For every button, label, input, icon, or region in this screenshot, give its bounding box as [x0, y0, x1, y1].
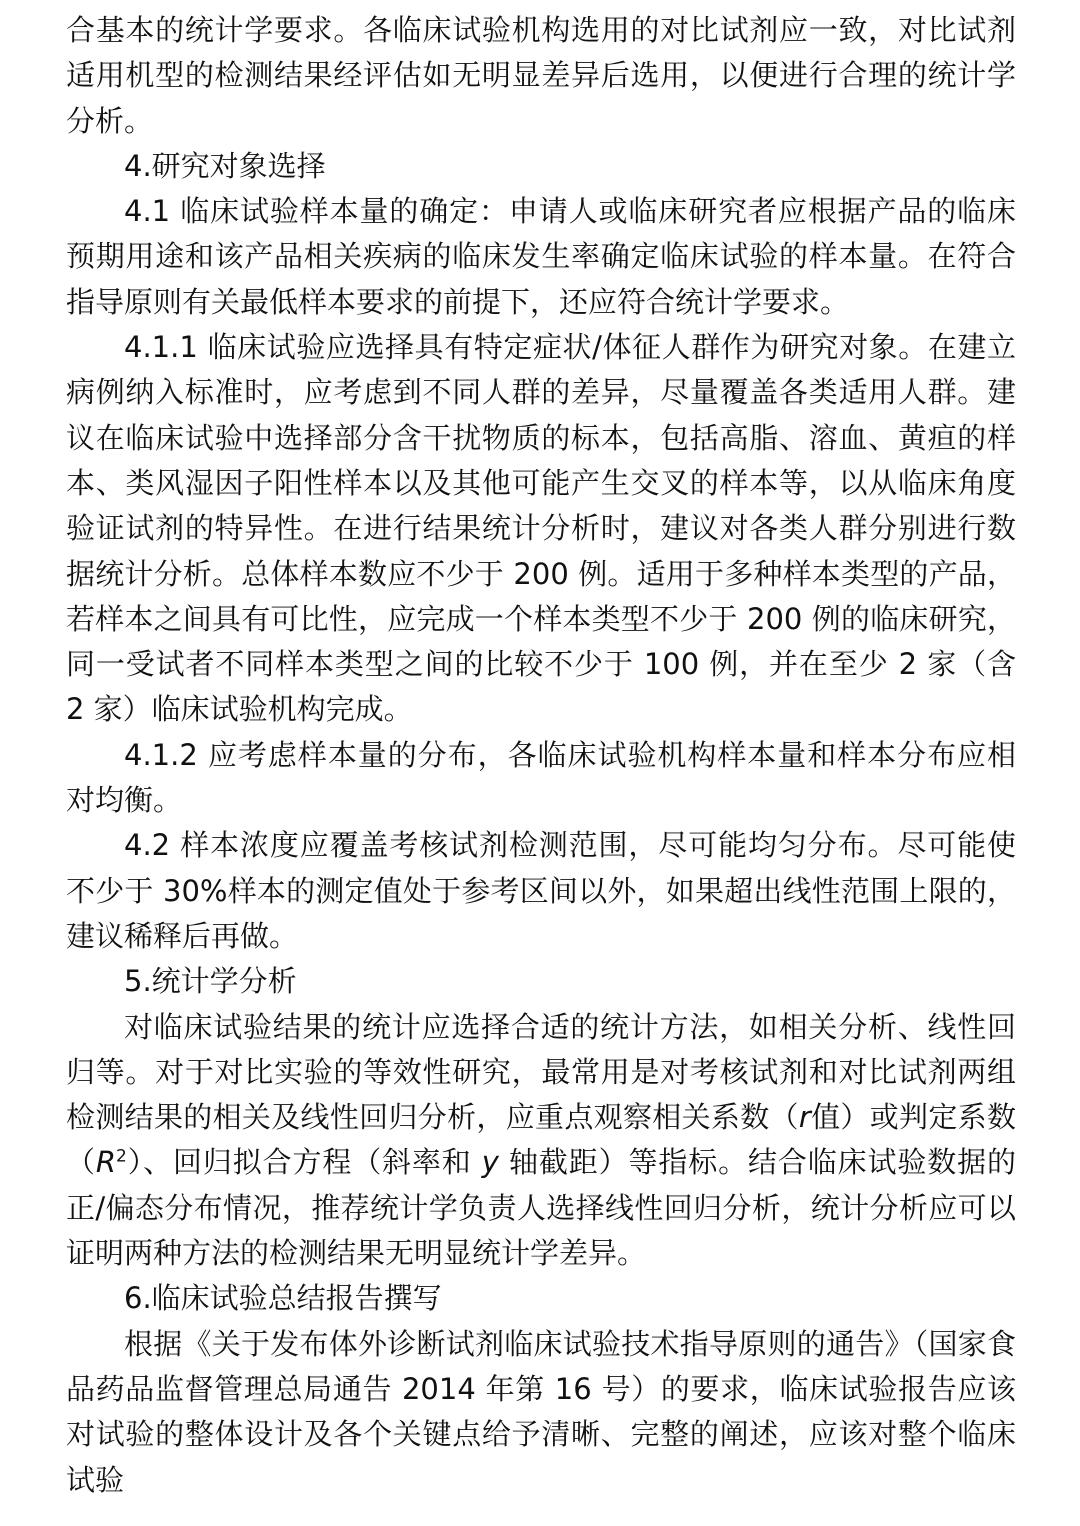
- heading-5-statistical-analysis: 5.统计学分析: [124, 964, 297, 999]
- paragraph-6: 根据《关于发布体外诊断试剂临床试验技术指导原则的通告》（国家食品药品监督管理总局通告 2014 年第 16 号）的要求，临床试验报告应该对试验的整体设计及各个关键点给予清晰、完整的阐述，应该对整个临床试验: [66, 1326, 1016, 1497]
- paragraph-4-2: 4.2 样本浓度应覆盖考核试剂检测范围，尽可能均匀分布。尽可能使不少于 30%样本的测定值处于参考区间以外，如果超出线性范围上限的，建议稀释后再做。: [66, 828, 1016, 953]
- paragraph-continuation: 合基本的统计学要求。各临床试验机构选用的对比试剂应一致，对比试剂适用机型的检测结果经评估如无明显差异后选用，以便进行合理的统计学分析。: [66, 13, 1016, 138]
- paragraph-4-1-2: 4.1.2 应考虑样本量的分布，各临床试验机构样本量和样本分布应相对均衡。: [66, 737, 1016, 818]
- paragraph-4-1: 4.1 临床试验样本量的确定：申请人或临床研究者应根据产品的临床预期用途和该产品相关疾病的临床发生率确定临床试验的样本量。在符合指导原则有关最低样本要求的前提下，还应符合统计学要求。: [66, 194, 1016, 319]
- paragraph-5-text-d: 轴截距）等指标。结合临床试验数据的正/偏态分布情况，推荐统计学负责人选择线性回归分析，统计分析应可以证明两种方法的检测结果无明显统计学差异。: [66, 1145, 1016, 1271]
- heading-6-summary-report: 6.临床试验总结报告撰写: [124, 1281, 442, 1316]
- document-page: [66, 8, 1016, 1503]
- paragraph-5: [66, 1005, 1016, 1277]
- paragraph-5-text-a: 对临床试验结果的统计应选择合适的统计方法，如相关分析、线性回归等。对于对比实验的等效性研究，最常用是对考核试剂和对比试剂两组检测结果的相关及线性回归分析，应重点观察相关系数（: [66, 1009, 1016, 1135]
- heading-4-subject-selection: 4.研究对象选择: [124, 148, 326, 183]
- superscript-2: 2: [116, 1146, 127, 1167]
- paragraph-5-text-b: 值）或判定系数（: [66, 1100, 1016, 1180]
- paragraph-4-1-1: 4.1.1 临床试验应选择具有特定症状/体征人群作为研究对象。在建立病例纳入标准时，应考虑到不同人群的差异，尽量覆盖各类适用人群。建议在临床试验中选择部分含干扰物质的标本，包括高脂、溶血、黄疸的样本、类风湿因子阳性样本以及其他可能产生交叉的样本等，以从临床角度验证试剂的特异性。在进行结果统计分析时，建议对各类人群分别进行数据统计分析。总体样本数应不少于 200 例。适用于多种样本类型的产品，若样本之间具有可比性，应完成一个样本类型不少于 200 例的临床研究，同一受试者不同样本类型之间的比较不少于 100 例，并在至少 2 家（含 2 家）临床试验机构完成。: [66, 330, 1016, 727]
- symbol-r: r: [798, 1100, 811, 1135]
- symbol-R: R: [95, 1145, 117, 1180]
- symbol-y: y: [481, 1145, 499, 1180]
- paragraph-5-text-c: ）、回归拟合方程（斜率和: [126, 1145, 482, 1180]
